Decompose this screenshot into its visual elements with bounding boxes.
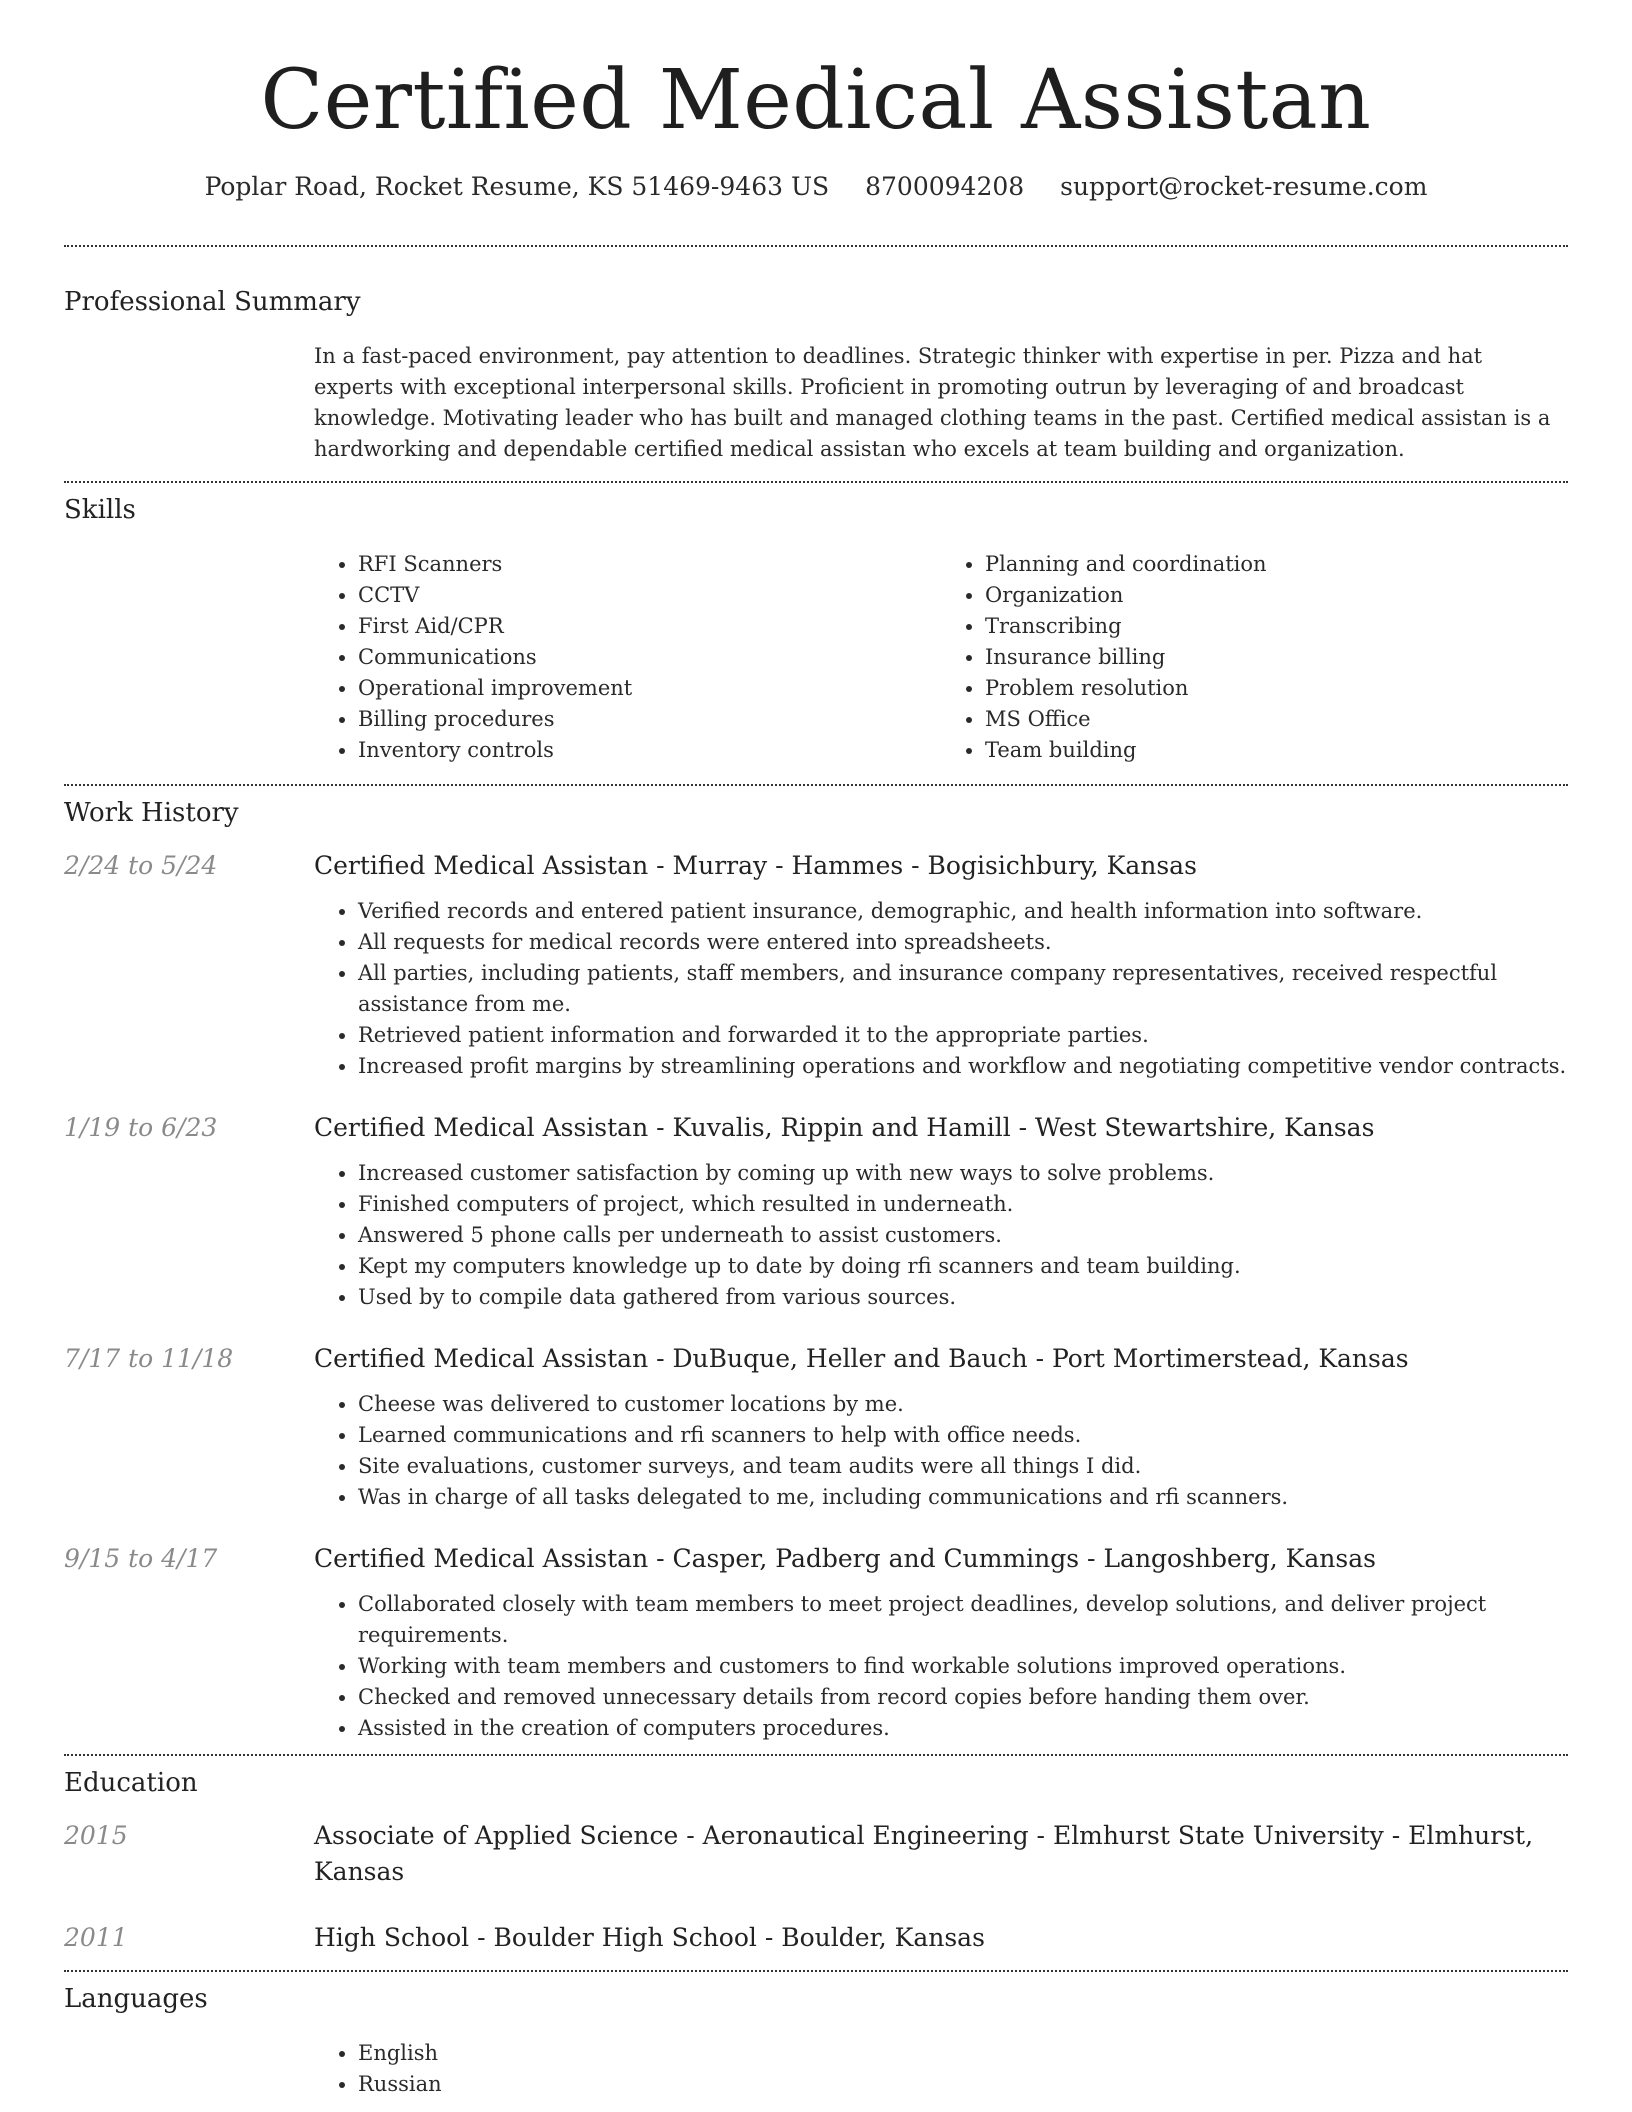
section-title-education: Education [64, 1768, 198, 1798]
skill-item: • Organization [985, 580, 1568, 611]
job-bullet: • Answered 5 phone calls per underneath to assist customers. [358, 1220, 1568, 1251]
job-bullets [314, 1589, 1568, 1744]
education-entry [64, 1920, 1568, 1956]
contact-email: support@rocket-resume.com [1060, 172, 1428, 201]
languages-section [0, 1972, 1632, 2100]
section-title-work: Work History [64, 798, 239, 828]
job-entry [64, 848, 1568, 1082]
job-title: Certified Medical Assistan - Kuvalis, Rippin and Hamill - West Stewartshire, Kansas [314, 1113, 1375, 1142]
job-title: Certified Medical Assistan - DuBuque, Heller and Bauch - Port Mortimerstead, Kansas [314, 1344, 1409, 1373]
job-bullet: • Assisted in the creation of computers procedures. [358, 1713, 1568, 1744]
job-bullet: • Used by to compile data gathered from various sources. [358, 1282, 1568, 1313]
skill-item: • First Aid/CPR [358, 611, 941, 642]
education-date: 2011 [64, 1923, 128, 1952]
job-date: 2/24 to 5/24 [64, 851, 218, 880]
summary-section [0, 247, 1632, 465]
education-date: 2015 [64, 1821, 128, 1850]
job-date: 7/17 to 11/18 [64, 1344, 234, 1373]
job-entry [64, 1541, 1568, 1744]
skill-item: • MS Office [985, 704, 1568, 735]
skill-item: • Planning and coordination [985, 549, 1568, 580]
section-title-languages: Languages [64, 1984, 208, 2014]
job-bullet: • All parties, including patients, staff members, and insurance company representatives, received respectful assistance from me. [358, 958, 1568, 1020]
job-bullet: • Verified records and entered patient insurance, demographic, and health information into software. [358, 896, 1568, 927]
skill-item: • RFI Scanners [358, 549, 941, 580]
job-title: Certified Medical Assistan - Casper, Padberg and Cummings - Langoshberg, Kansas [314, 1544, 1376, 1573]
job-bullets [314, 1389, 1568, 1513]
job-bullet: • Cheese was delivered to customer locations by me. [358, 1389, 1568, 1420]
job-bullet: • Finished computers of project, which resulted in underneath. [358, 1189, 1568, 1220]
contact-phone: 8700094208 [865, 172, 1025, 201]
job-bullet: • Working with team members and customers to find workable solutions improved operations. [358, 1651, 1568, 1682]
language-item: • Russian [358, 2069, 1568, 2100]
job-bullets [314, 896, 1568, 1082]
skill-item: • Team building [985, 735, 1568, 766]
job-bullet: • Retrieved patient information and forwarded it to the appropriate parties. [358, 1020, 1568, 1051]
job-bullet: • Collaborated closely with team members to meet project deadlines, develop solutions, and deliver project requirements. [358, 1589, 1568, 1651]
job-bullet: • Learned communications and rfi scanners to help with office needs. [358, 1420, 1568, 1451]
education-section [0, 1756, 1632, 1956]
skill-item: • Insurance billing [985, 642, 1568, 673]
education-title: High School - Boulder High School - Boulder, Kansas [314, 1923, 985, 1952]
skill-item: • Transcribing [985, 611, 1568, 642]
skill-item: • CCTV [358, 580, 941, 611]
job-date: 9/15 to 4/17 [64, 1544, 218, 1573]
job-date: 1/19 to 6/23 [64, 1113, 218, 1142]
job-entry [64, 1341, 1568, 1513]
job-bullet: • Kept my computers knowledge up to date by doing rfi scanners and team building. [358, 1251, 1568, 1282]
work-history-section [0, 786, 1632, 1744]
job-bullet: • Site evaluations, customer surveys, and team audits were all things I did. [358, 1451, 1568, 1482]
skills-section [0, 483, 1632, 766]
job-bullet: • Was in charge of all tasks delegated to me, including communications and rfi scanners. [358, 1482, 1568, 1513]
language-item: • English [358, 2038, 1568, 2069]
section-title-summary: Professional Summary [64, 287, 361, 317]
skills-list-right [941, 549, 1568, 766]
job-bullet: • All requests for medical records were entered into spreadsheets. [358, 927, 1568, 958]
section-title-skills: Skills [64, 495, 136, 525]
education-entry [64, 1818, 1568, 1890]
contact-line [0, 172, 1632, 201]
education-title: Associate of Applied Science - Aeronautical Engineering - Elmhurst State University - Elmhurst, Kansas [314, 1821, 1534, 1886]
skills-list-left [314, 549, 941, 766]
summary-text: In a fast-paced environment, pay attention to deadlines. Strategic thinker with expertise in per. Pizza and hat experts with exceptional interpersonal skills. Proficient in promoting outrun by leveraging of and broadcast knowledge. Motivating leader who has built and managed clothing teams in the past. Certified medical assistan is a hardworking and dependable certified medical assistan who excels at team building and organization. [314, 344, 1551, 461]
job-bullet: • Increased profit margins by streamlining operations and workflow and negotiating competitive vendor contracts. [358, 1051, 1568, 1082]
job-title: Certified Medical Assistan - Murray - Hammes - Bogisichbury, Kansas [314, 851, 1197, 880]
job-entry [64, 1110, 1568, 1313]
job-bullets [314, 1158, 1568, 1313]
skill-item: • Billing procedures [358, 704, 941, 735]
job-bullet: • Checked and removed unnecessary details from record copies before handing them over. [358, 1682, 1568, 1713]
candidate-name: Certified Medical Assistan [260, 53, 1372, 148]
skill-item: • Problem resolution [985, 673, 1568, 704]
skill-item: • Inventory controls [358, 735, 941, 766]
skill-item: • Operational improvement [358, 673, 941, 704]
job-bullet: • Increased customer satisfaction by coming up with new ways to solve problems. [358, 1158, 1568, 1189]
contact-address: Poplar Road, Rocket Resume, KS 51469-9463 US [204, 172, 830, 201]
skill-item: • Communications [358, 642, 941, 673]
languages-list [314, 2038, 1568, 2100]
